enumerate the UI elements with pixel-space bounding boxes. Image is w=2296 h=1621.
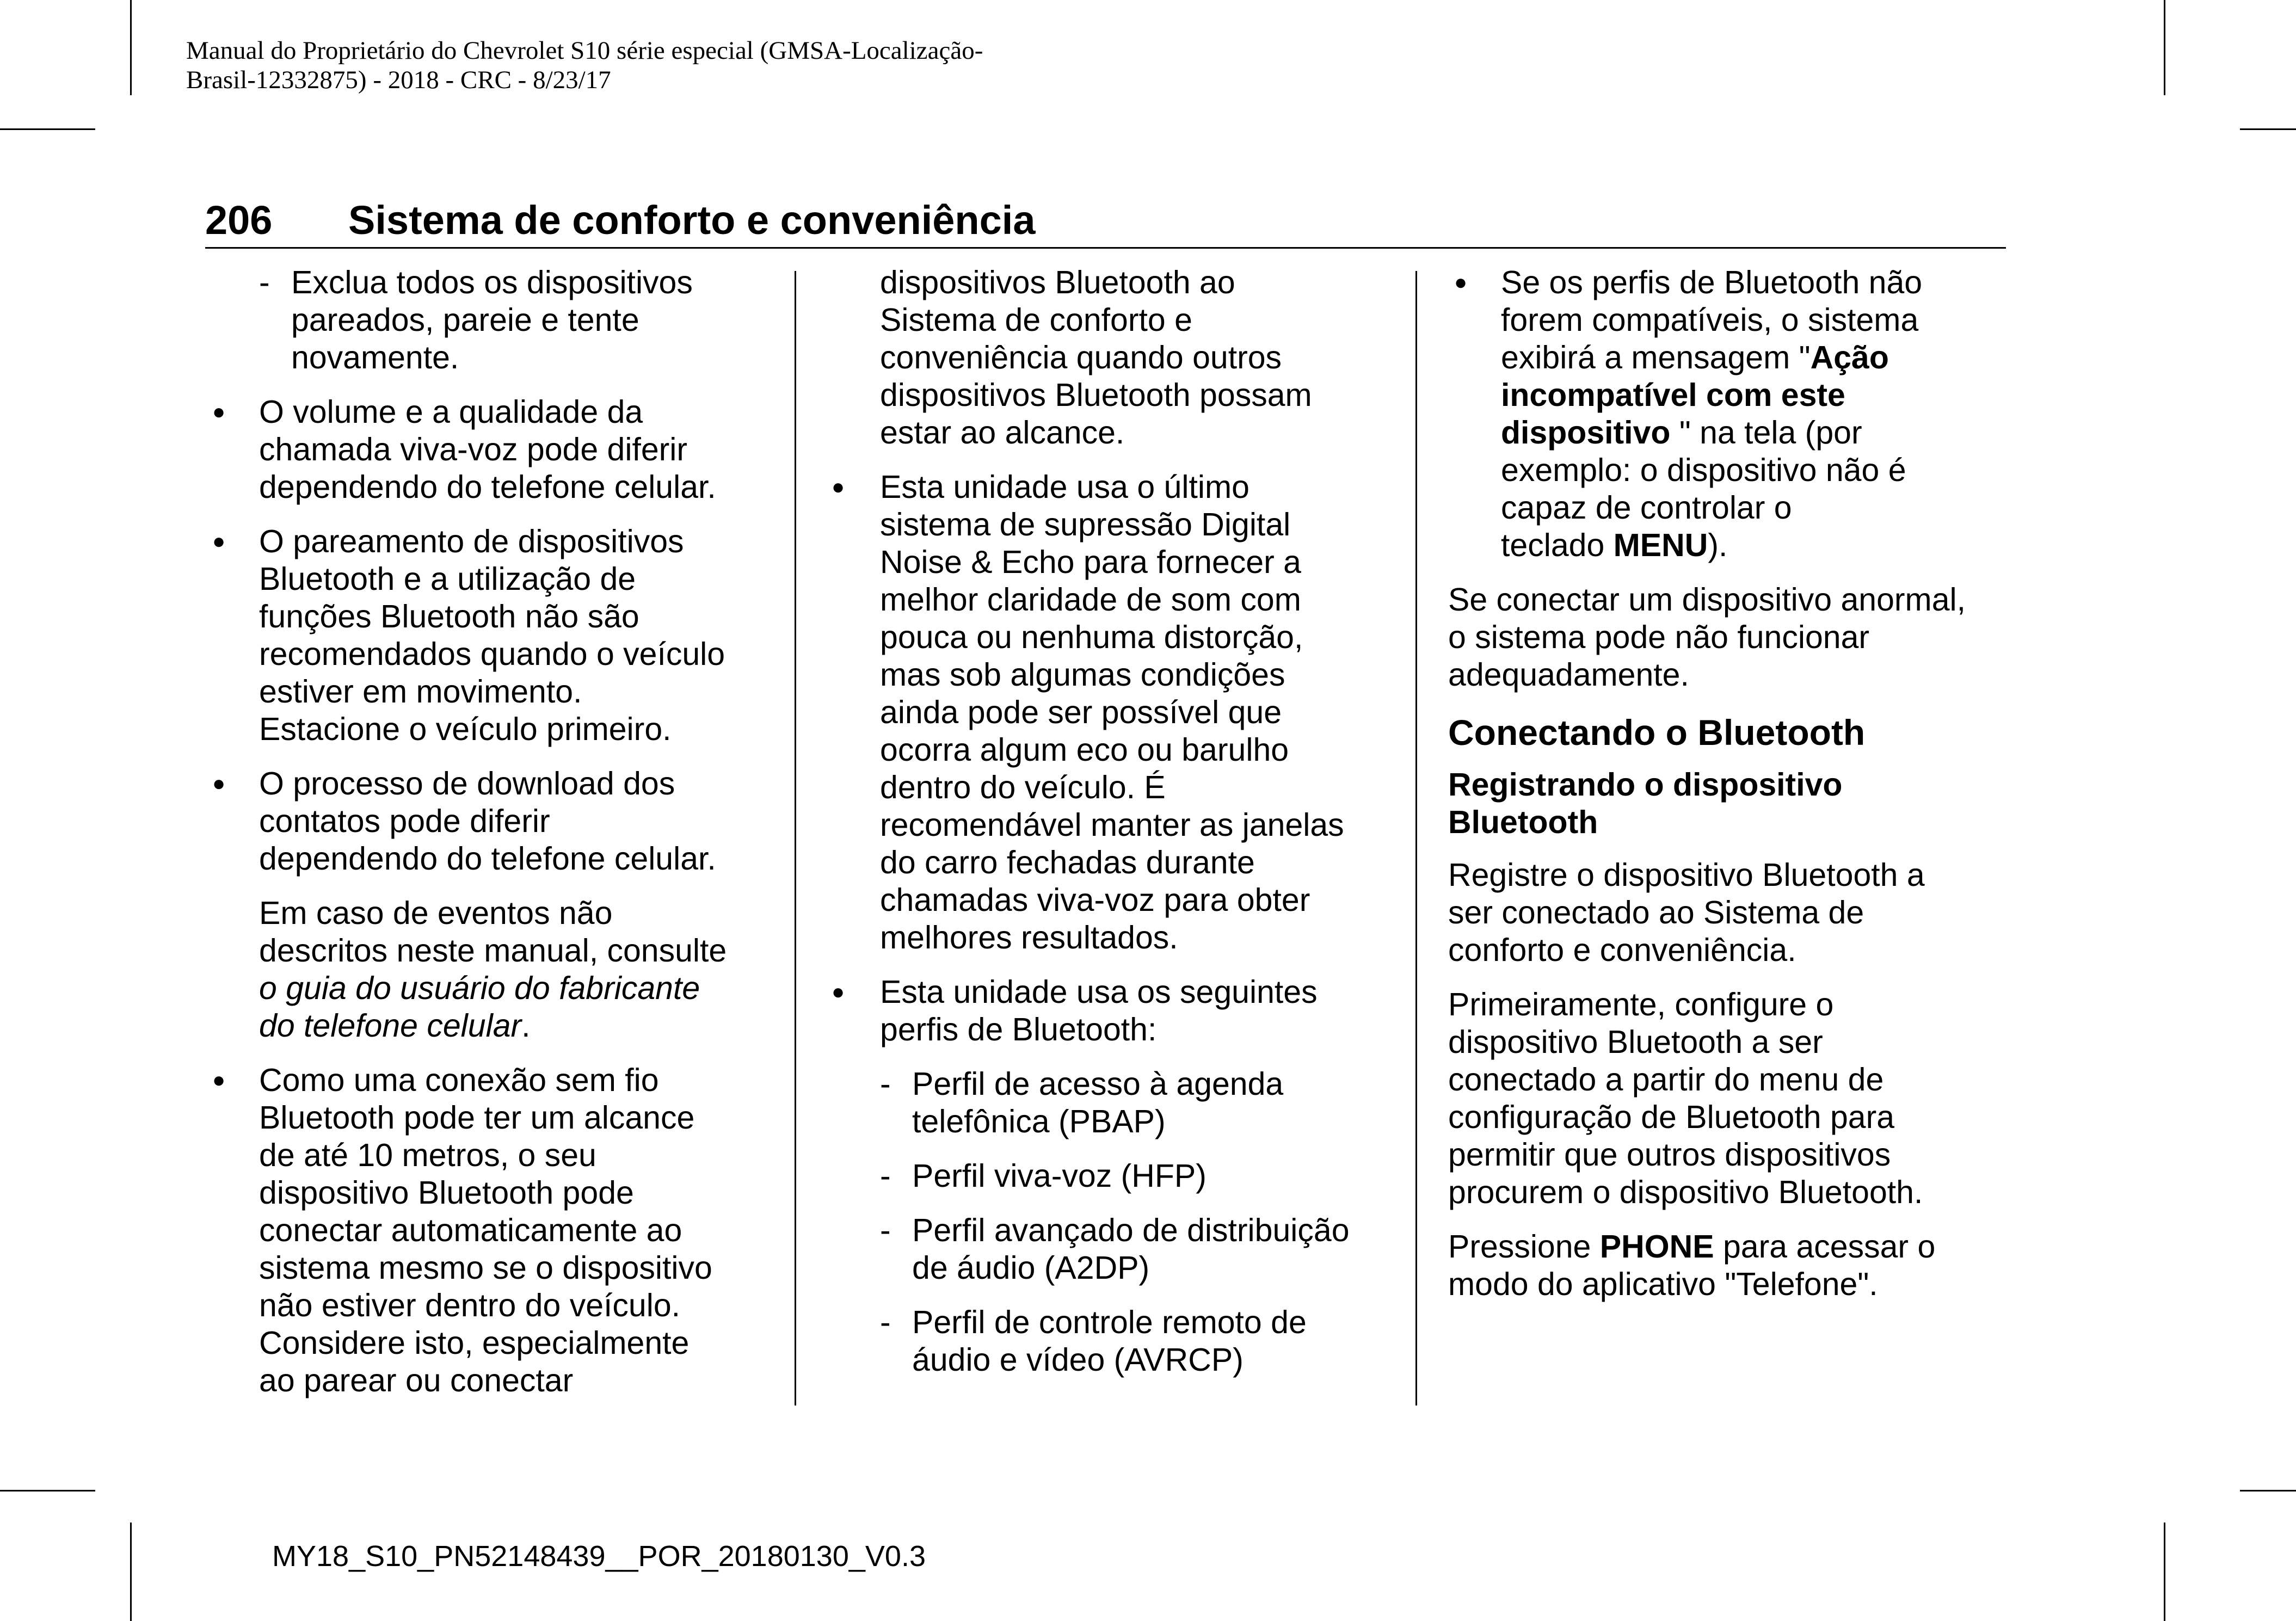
text-run: O processo de download dos contatos pode diferir dependendo do telefone celular. [259,766,716,877]
paragraph [1448,1228,2025,1303]
column-3 [1448,264,2025,1320]
item-text [1448,1228,2025,1303]
text-run: . [521,1008,531,1044]
italic-text: o guia do usuário do fabricante do telefone celular [259,970,700,1044]
bullet-marker: ● [212,772,226,796]
list-item [1448,264,2025,564]
text-run: Esta unidade usa os seguintes perfis de Bluetooth: [880,974,1318,1047]
text-run: Registrando o dispositivo Bluetooth [1448,767,1843,840]
text-run: Perfil avançado de distribuição de áudio (A2DP) [912,1212,1350,1286]
section-title: Sistema de conforto e conveniência [348,198,1036,243]
item-text [880,973,1408,1049]
list-item [832,1157,1408,1195]
bold-text: MENU [1613,527,1708,563]
crop-mark [0,128,95,130]
bullet-marker: ● [1454,270,1468,294]
list-item [832,1065,1408,1141]
item-text [1448,856,2025,969]
item-text [259,895,789,1045]
text-run: Registre o dispositivo Bluetooth a ser conectado ao Sistema de conforto e conveniência. [1448,857,1925,968]
list-item [832,973,1408,1049]
dash-marker: - [880,1066,891,1102]
item-text [291,264,789,377]
item-text [1448,711,2025,754]
section-heading [1448,711,2025,754]
text-run: para acessar o modo do aplicativo "Telefone". [1448,1229,1936,1302]
list-item [832,469,1408,957]
item-text [1501,264,2025,564]
bullet-marker: ● [832,475,845,499]
list-item [212,765,789,878]
bullet-marker: ● [212,400,226,424]
dash-marker: - [880,1158,891,1194]
text-run: Conectando o Bluetooth [1448,712,1866,753]
header-line-1: Manual do Proprietário do Chevrolet S10 série especial (GMSA-Localização- [186,36,983,65]
column-2 [832,264,1408,1396]
document-header [186,36,983,95]
paragraph [832,264,1408,452]
crop-mark [2164,1523,2165,1621]
item-text [259,523,789,748]
text-run: Perfil viva-voz (HFP) [912,1158,1207,1194]
text-run: Exclua todos os dispositivos pareados, pareie e tente novamente. [291,264,693,375]
item-text [912,1304,1408,1379]
text-run: Em caso de eventos não descritos neste manual, consulte [259,895,727,969]
text-run: ). [1708,527,1728,563]
item-text [912,1065,1408,1141]
item-text [259,765,789,878]
paragraph [1448,581,2025,694]
text-run: dispositivos Bluetooth ao Sistema de conforto e conveniência quando outros dispositivos Bluetooth possam estar ao alcance. [880,264,1312,451]
item-text [259,393,789,506]
crop-mark [2240,1490,2296,1491]
text-run: Pressione [1448,1229,1600,1265]
text-run: Perfil de acesso à agenda telefônica (PBAP) [912,1066,1284,1139]
crop-mark [130,1523,132,1621]
list-item [212,523,789,748]
item-text [1448,986,2025,1211]
crop-mark [130,0,132,95]
bold-text: Ação incompatível com este dispositivo [1501,340,1889,451]
paragraph [1448,986,2025,1211]
bullet-marker: ● [212,529,226,553]
paragraph [1448,856,2025,969]
list-item [832,1304,1408,1379]
list-item [212,264,789,377]
crop-mark [0,1490,95,1491]
text-run: Primeiramente, configure o dispositivo Bluetooth a ser conectado a partir do menu de configuração de Bluetooth para permitir que outros dispositivos procurem o dispositivo Bluetooth. [1448,987,1923,1210]
text-run: Esta unidade usa o último sistema de supressão Digital Noise & Echo para fornecer a melhor claridade de som com pouca ou nenhuma distorção, mas sob algumas condições ainda pode ser possível que ocorra algum eco ou barulho dentro do veículo. É recomendável manter as janelas do carro fechadas durante chamadas viva-voz para obter melhores resultados. [880,469,1344,956]
page-number: 206 [205,198,273,243]
item-text [912,1212,1408,1287]
column-divider [795,271,796,1406]
column-1 [212,264,789,1416]
paragraph [212,895,789,1045]
bullet-marker: ● [832,980,845,1004]
crop-mark [2164,0,2165,95]
dash-marker: - [880,1212,891,1248]
list-item [212,1062,789,1400]
text-run: Se os perfis de Bluetooth não forem compatíveis, o sistema exibirá a mensagem " [1501,264,1923,375]
text-run: Se conectar um dispositivo anormal, o sistema pode não funcionar adequadamente. [1448,582,1966,693]
item-text [1448,766,2025,841]
item-text [1448,581,2025,694]
dash-marker: - [259,264,270,300]
text-run: O volume e a qualidade da chamada viva-voz pode diferir dependendo do telefone celular. [259,394,716,505]
item-text [880,264,1408,452]
item-text [259,1062,789,1400]
title-rule [205,247,2006,249]
list-item [212,393,789,506]
item-text [880,469,1408,957]
column-divider [1415,271,1417,1406]
crop-mark [2240,128,2296,130]
bold-text: PHONE [1599,1229,1714,1265]
dash-marker: - [880,1304,891,1340]
text-run: Perfil de controle remoto de áudio e vídeo (AVRCP) [912,1304,1307,1378]
document-footer: MY18_S10_PN52148439__POR_20180130_V0.3 [272,1540,926,1573]
text-run: O pareamento de dispositivos Bluetooth e a utilização de funções Bluetooth não são recomendados quando o veículo estiver em movimento. Estacione o veículo primeiro. [259,523,725,747]
list-item [832,1212,1408,1287]
subsection-heading [1448,766,2025,841]
header-line-2: Brasil-12332875) - 2018 - CRC - 8/23/17 [186,66,611,94]
bullet-marker: ● [212,1068,226,1092]
text-run: " na tela (por exemplo: o dispositivo não é capaz de controlar o teclado [1501,415,1906,563]
item-text [912,1157,1408,1195]
text-run: Como uma conexão sem fio Bluetooth pode ter um alcance de até 10 metros, o seu dispositivo Bluetooth pode conectar automaticamente ao sistema mesmo se o dispositivo não estiver dentro do veículo. Considere isto, especialmente ao parear ou conectar [259,1062,712,1398]
